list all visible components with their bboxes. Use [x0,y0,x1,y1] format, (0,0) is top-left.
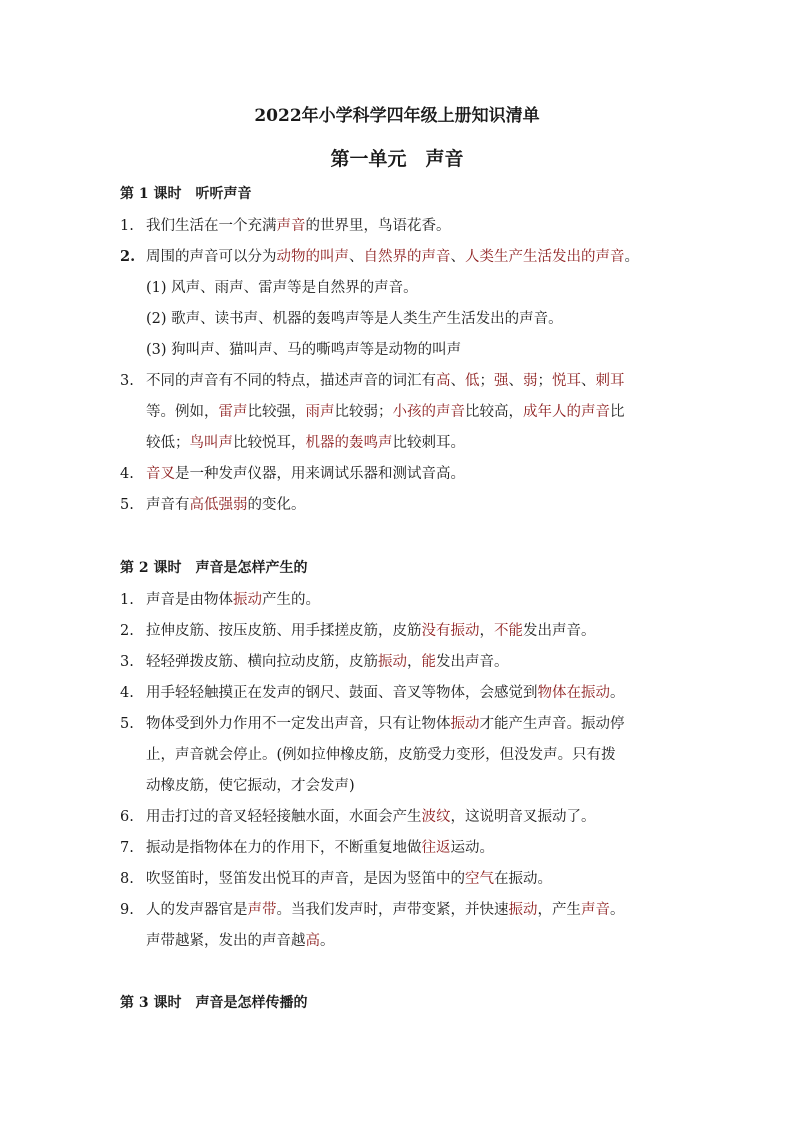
text-segment: 人的发声器官是 [146,902,248,918]
sub-item: (1) 风声、雨声、雷声等是自然界的声音。 [146,280,418,296]
lesson-title [120,184,252,204]
item-number: 2. [120,248,136,265]
text-segment: 拉伸皮筋、按压皮筋、用手揉搓皮筋，皮筋 [146,623,422,639]
text-segment: 是一种发声仪器，用来调试乐器和测试音高。 [175,466,465,482]
text-segment: 比较高， [465,404,523,420]
document-title: 2022年小学科学四年级上册知识清单 [254,106,540,126]
item-text-line [146,590,680,621]
highlight-term: 动物的叫声 [276,249,349,265]
item-text-line [146,776,680,807]
list-item [120,371,680,464]
text-segment: 周围的声音可以分为 [146,249,277,265]
list-item [120,683,680,714]
highlight-term: 振动 [450,716,480,732]
highlight-term: 没有振动 [421,623,480,639]
list-item [120,807,680,838]
highlight-term: 声音 [276,218,306,234]
list-item [120,838,680,869]
text-segment: 。 [624,249,639,265]
text-segment: 。当我们发声时，声带变紧，并快速 [276,902,509,918]
item-number: 3. [120,373,134,389]
highlight-term: 成年人的声音 [523,404,610,420]
item-text-line [146,900,680,931]
highlight-term: 高 [305,933,320,949]
text-segment: 动橡皮筋，使它振动，才会发声) [146,778,355,794]
text-segment: ，产生 [537,902,581,918]
text-segment: 振动是指物体在力的作用下，不断重复地做 [146,840,422,856]
text-segment: ； [537,373,552,389]
item-text-line [146,621,680,652]
list-item [120,247,680,278]
item-number: 4. [120,685,134,701]
item-text-line [146,652,680,683]
text-segment: 等。例如， [146,404,219,420]
text-segment: 比较悦耳， [233,435,306,451]
lesson-label: 第 3 课时 [120,995,182,1011]
list-item [120,216,680,247]
text-segment: 声带越紧，发出的声音越 [146,933,306,949]
text-segment: 我们生活在一个充满 [146,218,277,234]
item-text-line [146,683,680,714]
item-text-line [146,433,680,464]
text-segment: 吹竖笛时，竖笛发出悦耳的声音，是因为竖笛中的 [146,871,465,887]
text-segment: 声音有 [146,497,190,513]
highlight-term: 空气 [465,871,494,887]
text-segment: 产生的。 [262,592,320,608]
item-text-line [146,745,680,776]
text-segment: ，这说明音叉振动了。 [450,809,596,825]
item-number: 1. [120,218,134,234]
item-number: 7. [120,840,134,856]
text-segment: 用手轻轻触摸正在发声的钢尺、鼓面、音叉等物体，会感觉到 [146,685,538,701]
text-segment: 较低； [146,435,190,451]
highlight-term: 小孩的声音 [392,404,465,420]
item-text-line [146,464,680,495]
highlight-term: 悦耳 [552,373,581,389]
lesson-name: 声音是怎样传播的 [195,995,308,1011]
item-number: 4. [120,466,134,482]
text-segment: 、 [349,249,364,265]
item-text-line [146,495,680,526]
text-segment: 发出声音。 [436,654,509,670]
highlight-term: 往返 [421,840,451,856]
item-text-line [146,869,680,900]
list-item [120,464,680,495]
item-text-line [146,807,680,838]
item-text-line [146,216,680,247]
text-segment: ， [407,654,422,670]
sub-item: (2) 歌声、读书声、机器的轰鸣声等是人类生产生活发出的声音。 [146,311,563,327]
list-item [120,590,680,621]
list-item [120,495,680,526]
item-number: 8. [120,871,134,887]
text-segment: 、 [581,373,596,389]
text-segment: 。 [610,902,625,918]
list-item [120,652,680,683]
unit-title: 第一单元 声音 [330,148,464,170]
list-item [120,621,680,652]
lesson-title [120,558,308,578]
highlight-term: 能 [421,654,436,670]
item-number: 5. [120,716,134,732]
item-text-line [146,371,680,402]
text-segment: 不同的声音有不同的特点，描述声音的词汇有 [146,373,436,389]
list-item [120,714,680,807]
lesson-label: 第 1 课时 [120,186,182,202]
item-text-line [146,402,680,433]
text-segment: 发出声音。 [523,623,596,639]
text-segment: 。 [320,933,335,949]
highlight-term: 音叉 [146,466,175,482]
highlight-term: 强 [494,373,509,389]
text-segment: 。 [610,685,625,701]
text-segment: 比较弱； [334,404,393,420]
text-segment: 的变化。 [247,497,306,513]
highlight-term: 振动 [378,654,407,670]
text-segment: 运动。 [450,840,494,856]
highlight-term: 不能 [494,623,523,639]
text-segment: 在振动。 [494,871,552,887]
sub-item: (3) 狗叫声、猫叫声、马的嘶鸣声等是动物的叫声 [146,342,462,358]
text-segment: 的世界里，鸟语花香。 [305,218,451,234]
highlight-term: 人类生产生活发出的声音 [465,249,625,265]
highlight-term: 声音 [581,902,610,918]
highlight-term: 鸟叫声 [189,435,233,451]
text-segment: 止，声音就会停止。(例如拉伸橡皮筋，皮筋受力变形，但没发声。只有拨 [146,747,616,763]
list-item [120,900,680,962]
highlight-term: 雨声 [305,404,335,420]
highlight-term: 振动 [508,902,538,918]
highlight-term: 弱 [523,373,538,389]
text-segment: 、 [508,373,523,389]
list-item [120,869,680,900]
highlight-term: 刺耳 [595,373,625,389]
text-segment: 才能产生声音。振动停 [479,716,625,732]
item-number: 3. [120,654,134,670]
highlight-term: 机器的轰鸣声 [305,435,393,451]
highlight-term: 雷声 [218,404,248,420]
highlight-term: 自然界的声音 [363,249,451,265]
highlight-term: 波纹 [421,809,451,825]
text-segment: 物体受到外力作用不一定发出声音，只有让物体 [146,716,451,732]
highlight-term: 物体在振动 [537,685,610,701]
text-segment: ， [479,623,494,639]
text-segment: 比 [610,404,625,420]
lesson-title [120,993,308,1013]
highlight-term: 低 [465,373,480,389]
highlight-term: 高低强弱 [189,497,248,513]
lesson-name: 听听声音 [195,186,252,202]
highlight-term: 声带 [247,902,277,918]
text-segment: 比较强， [247,404,306,420]
text-segment: 、 [450,373,465,389]
item-text-line [146,931,680,962]
item-text-line [146,714,680,745]
highlight-term: 振动 [233,592,262,608]
highlight-term: 高 [436,373,451,389]
item-text-line [146,838,680,869]
text-segment: 轻轻弹拨皮筋、横向拉动皮筋，皮筋 [146,654,378,670]
lesson-label: 第 2 课时 [120,560,182,576]
item-number: 2. [120,623,134,639]
item-number: 1. [120,592,134,608]
item-number: 9. [120,902,134,918]
text-segment: 、 [450,249,465,265]
text-segment: 用击打过的音叉轻轻接触水面，水面会产生 [146,809,422,825]
text-segment: 比较刺耳。 [392,435,465,451]
item-number: 5. [120,497,134,513]
item-text-line [146,247,680,278]
text-segment: 声音是由物体 [146,592,233,608]
text-segment: ； [479,373,494,389]
lesson-name: 声音是怎样产生的 [195,560,308,576]
item-number: 6. [120,809,134,825]
